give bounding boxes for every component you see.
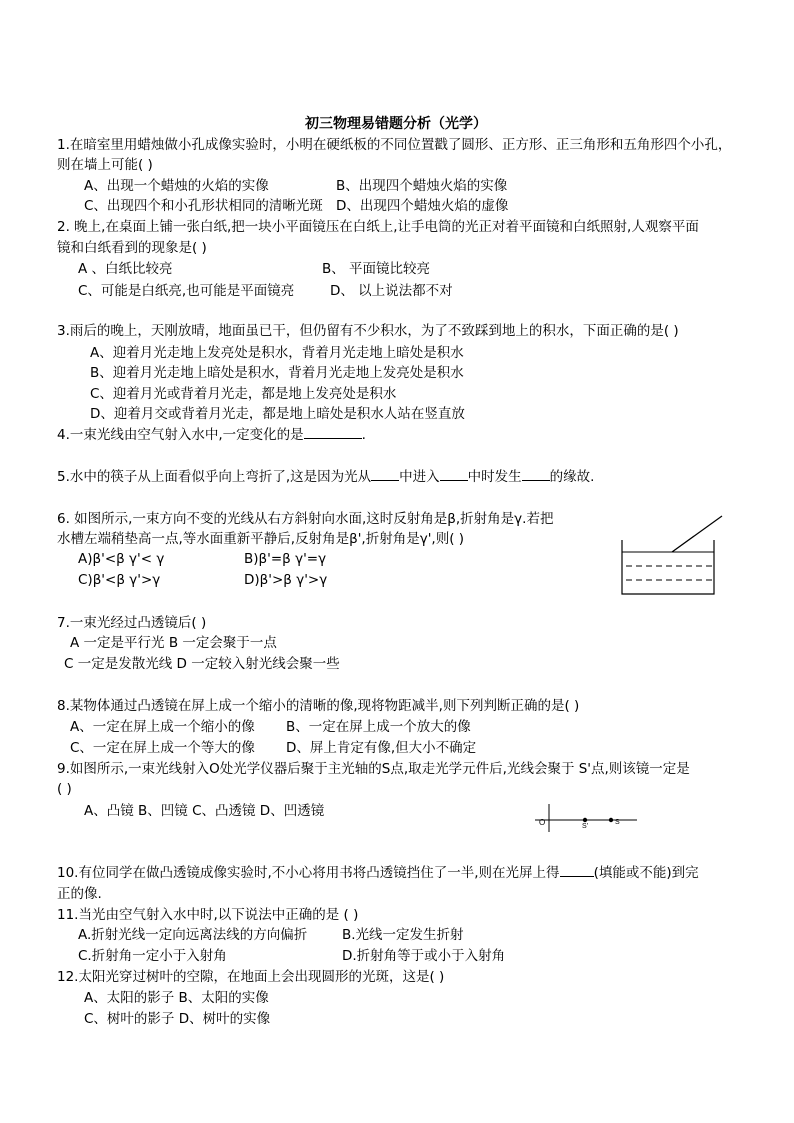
q8-option-b: B、一定在屏上成一个放大的像 xyxy=(286,719,471,735)
tank-outline xyxy=(622,540,714,594)
q9-stem-2: ( ) xyxy=(57,781,72,797)
q1-option-c: C、出现四个和小孔形状相同的清晰光斑 xyxy=(84,198,323,214)
q8-option-c: C、一定在屏上成一个等大的像 xyxy=(70,740,255,756)
q8-option-d: D、屏上肯定有像,但大小不确定 xyxy=(286,740,477,756)
q3-option-c: C、迎着月光或背着月光走，都是地上发亮处是积水 xyxy=(90,386,397,402)
q4-stem xyxy=(57,426,366,444)
water-tank-figure xyxy=(618,508,730,596)
label-s-prime: S' xyxy=(582,823,589,830)
q5-stem xyxy=(57,468,594,486)
q9-stem: 9.如图所示,一束光线射入O处光学仪器后聚于主光轴的S点,取走光学元件后,光线会聚于 S'点,则该镜一定是 xyxy=(57,761,690,777)
q2-option-a: A 、白纸比较亮 xyxy=(78,261,173,277)
focus-point-s xyxy=(609,818,613,822)
reflected-ray xyxy=(672,536,694,552)
q3-option-d: D、迎着月交或背着月光走，都是地上暗处是积水人站在竖直放 xyxy=(90,406,465,422)
q3-option-b: B、迎着月光走地上暗处是积水，背着月光走地上发亮处是积水 xyxy=(90,365,464,381)
q6-option-d: D)β'>β γ'>γ xyxy=(244,572,328,588)
q7-stem: 7.一束光经过凸透镜后( ) xyxy=(57,615,207,631)
q2-stem-2: 镜和白纸看到的现象是( ) xyxy=(57,240,207,256)
q9-options: A、凸镜 B、凹镜 C、凸透镜 D、凹透镜 xyxy=(84,803,325,819)
q3-option-a: A、迎着月光走地上发亮处是积水，背着月光走地上暗处是积水 xyxy=(90,345,464,361)
q11-stem: 11.当光由空气射入水中时,以下说法中正确的是 ( ) xyxy=(57,907,359,923)
q11-option-b: B.光线一定发生折射 xyxy=(342,927,464,943)
q6-stem: 6. 如图所示,一束方向不变的光线从右方斜射向水面,这时反射角是β,折射角是γ.若把 xyxy=(57,511,554,527)
q10-stem-2: 正的像. xyxy=(57,886,102,902)
q5-blank-2[interactable] xyxy=(440,468,468,481)
q5-blank-3[interactable] xyxy=(522,468,550,481)
q10-stem xyxy=(57,864,699,882)
q5-part-4: 的缘故. xyxy=(549,469,595,485)
q2-option-c: C、可能是白纸亮,也可能是平面镜亮 xyxy=(78,283,295,299)
q5-blank-1[interactable] xyxy=(371,468,399,481)
q5-part-1: 5.水中的筷子从上面看似乎向上弯折了,这是因为光从 xyxy=(57,469,372,485)
q10-answer-blank[interactable] xyxy=(560,864,594,877)
q6-option-c: C)β'<β γ'>γ xyxy=(78,572,161,588)
q7-options-cd: C 一定是发散光线 D 一定较入射光线会聚一些 xyxy=(64,656,340,672)
q1-option-a: A、出现一个蜡烛的火焰的实像 xyxy=(84,178,269,194)
focus-point-s-prime xyxy=(583,818,587,822)
label-s: S xyxy=(615,819,620,826)
q1-option-d: D、出现四个蜡烛火焰的虚像 xyxy=(336,198,509,214)
q4-answer-blank[interactable] xyxy=(304,426,362,439)
q11-option-c: C.折射角一定小于入射角 xyxy=(78,948,227,964)
lens-axis-figure xyxy=(533,800,641,836)
q10-part-1: 10.有位同学在做凸透镜成像实验时,不小心将用书将凸透镜挡住了一半,则在光屏上得 xyxy=(57,865,560,881)
q8-option-a: A、一定在屏上成一个缩小的像 xyxy=(70,719,255,735)
q11-option-d: D.折射角等于或小于入射角 xyxy=(342,948,506,964)
q10-part-2: (填能或不能)到完 xyxy=(593,865,699,881)
q2-stem: 2. 晚上,在桌面上铺一张白纸,把一块小平面镜压在白纸上,让手电筒的光正对着平面镜和白纸照射,人观察平面 xyxy=(57,219,699,235)
q6-stem-2: 水槽左端稍垫高一点,等水面重新平静后,反射角是β',折射角是γ',则( ) xyxy=(57,531,465,547)
q1-stem: 1.在暗室里用蜡烛做小孔成像实验时，小明在硬纸板的不同位置戳了圆形、正方形、正三角形和五角形四个小孔， xyxy=(57,137,732,153)
q11-option-a: A.折射光线一定向远离法线的方向偏折 xyxy=(78,927,308,943)
page-title: 初三物理易错题分析（光学） xyxy=(305,116,487,132)
q6-option-a: A)β'<β γ'< γ xyxy=(78,551,165,567)
q4-text: 4.一束光线由空气射入水中,一定变化的是 xyxy=(57,427,304,443)
q4-end: . xyxy=(361,427,366,443)
q3-stem: 3.雨后的晚上，天刚放晴，地面虽已干，但仍留有不少积水，为了不致踩到地上的积水，下面正确的是( ) xyxy=(57,323,679,339)
q12-options-cd: C、树叶的影子 D、树叶的实像 xyxy=(84,1011,271,1027)
q5-part-3: 中时发生 xyxy=(467,469,522,485)
q12-options-ab: A、太阳的影子 B、太阳的实像 xyxy=(84,990,269,1006)
q6-option-b: B)β'=β γ'=γ xyxy=(244,551,327,567)
q12-stem: 12.太阳光穿过树叶的空隙，在地面上会出现圆形的光斑，这是( ) xyxy=(57,969,445,985)
q7-options-ab: A 一定是平行光 B 一定会聚于一点 xyxy=(70,635,277,651)
q8-stem: 8.某物体通过凸透镜在屏上成一个缩小的清晰的像,现将物距减半,则下列判断正确的是( ) xyxy=(57,698,580,714)
label-o: O xyxy=(539,818,546,827)
q2-option-b: B、 平面镜比较亮 xyxy=(322,261,431,277)
q1-stem-2: 则在墙上可能( ) xyxy=(57,157,153,173)
q1-option-b: B、出现四个蜡烛火焰的实像 xyxy=(336,178,508,194)
q5-part-2: 中进入 xyxy=(399,469,440,485)
q2-option-d: D、 以上说法都不对 xyxy=(330,283,453,299)
